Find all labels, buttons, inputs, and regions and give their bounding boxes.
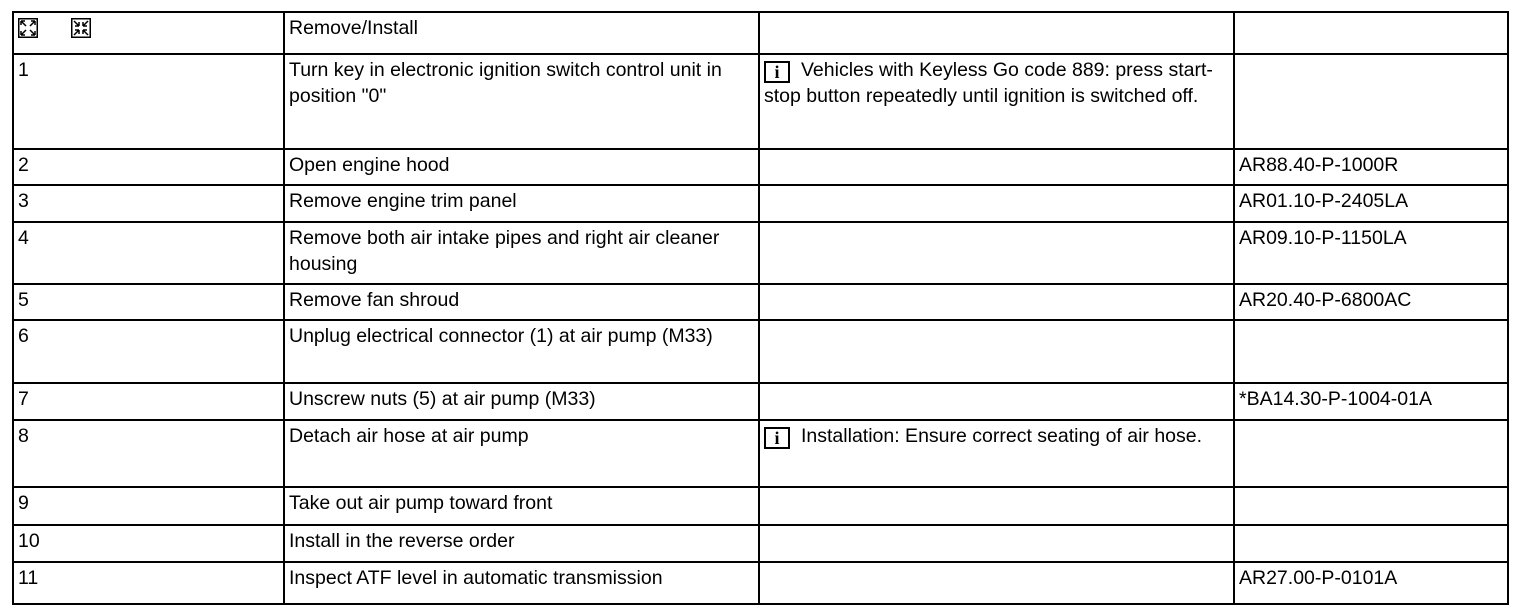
step-action: Turn key in electronic ignition switch control unit in position "0" <box>284 54 759 149</box>
table-row <box>13 383 1508 420</box>
step-number: 2 <box>13 149 284 185</box>
step-reference[interactable]: AR88.40-P-1000R <box>1234 149 1508 185</box>
table-row <box>13 562 1508 604</box>
step-note <box>759 383 1234 420</box>
header-action-label: Remove/Install <box>284 12 759 54</box>
table-row <box>13 284 1508 320</box>
step-reference[interactable] <box>1234 487 1508 525</box>
step-note <box>759 525 1234 562</box>
step-action: Open engine hood <box>284 149 759 185</box>
step-note-text: Vehicles with Keyless Go code 889: press start-stop button repeatedly until ignition is switched off. <box>764 59 1213 107</box>
step-reference[interactable]: *BA14.30-P-1004-01A <box>1234 383 1508 420</box>
procedure-table <box>12 11 1509 605</box>
step-action: Detach air hose at air pump <box>284 420 759 487</box>
step-number: 8 <box>13 420 284 487</box>
step-action: Unplug electrical connector (1) at air pump (M33) <box>284 320 759 383</box>
table-row <box>13 525 1508 562</box>
step-action: Inspect ATF level in automatic transmission <box>284 562 759 604</box>
step-number: 4 <box>13 222 284 284</box>
step-number: 1 <box>13 54 284 149</box>
step-reference[interactable]: AR20.40-P-6800AC <box>1234 284 1508 320</box>
step-reference[interactable]: AR27.00-P-0101A <box>1234 562 1508 604</box>
info-icon: i <box>764 427 790 449</box>
step-note <box>759 562 1234 604</box>
collapse-icon[interactable] <box>71 18 91 38</box>
step-action: Install in the reverse order <box>284 525 759 562</box>
step-reference[interactable] <box>1234 525 1508 562</box>
step-number: 9 <box>13 487 284 525</box>
header-note-cell <box>759 12 1234 54</box>
table-row <box>13 420 1508 487</box>
step-number: 10 <box>13 525 284 562</box>
table-row <box>13 185 1508 222</box>
step-action: Remove fan shroud <box>284 284 759 320</box>
step-note-text: Installation: Ensure correct seating of air hose. <box>801 425 1203 447</box>
step-note <box>759 54 1234 149</box>
step-number: 11 <box>13 562 284 604</box>
header-ref-cell <box>1234 12 1508 54</box>
step-action: Remove both air intake pipes and right air cleaner housing <box>284 222 759 284</box>
step-reference[interactable] <box>1234 420 1508 487</box>
header-row <box>13 12 1508 54</box>
procedure-sheet <box>12 11 1509 605</box>
step-number: 5 <box>13 284 284 320</box>
step-number: 7 <box>13 383 284 420</box>
step-number: 6 <box>13 320 284 383</box>
icon-cell <box>13 12 284 54</box>
step-reference[interactable]: AR01.10-P-2405LA <box>1234 185 1508 222</box>
table-row <box>13 54 1508 149</box>
expand-icon[interactable] <box>18 18 38 38</box>
table-row <box>13 222 1508 284</box>
step-reference[interactable] <box>1234 54 1508 149</box>
step-note <box>759 284 1234 320</box>
step-number: 3 <box>13 185 284 222</box>
step-note <box>759 420 1234 487</box>
step-note <box>759 320 1234 383</box>
step-action: Take out air pump toward front <box>284 487 759 525</box>
step-action: Remove engine trim panel <box>284 185 759 222</box>
step-note <box>759 149 1234 185</box>
table-row <box>13 487 1508 525</box>
step-reference[interactable]: AR09.10-P-1150LA <box>1234 222 1508 284</box>
step-note <box>759 185 1234 222</box>
step-action: Unscrew nuts (5) at air pump (M33) <box>284 383 759 420</box>
step-reference[interactable] <box>1234 320 1508 383</box>
table-row <box>13 320 1508 383</box>
step-note <box>759 487 1234 525</box>
info-icon: i <box>764 61 790 83</box>
step-note <box>759 222 1234 284</box>
table-row <box>13 149 1508 185</box>
